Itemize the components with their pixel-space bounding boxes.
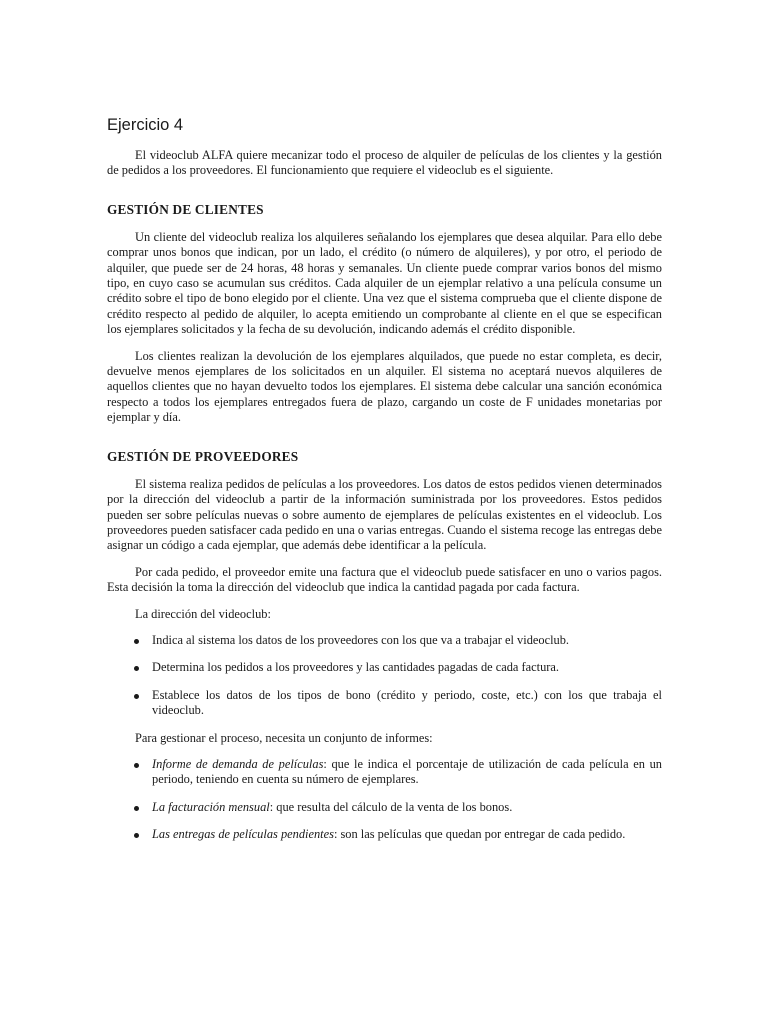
- informe-term: Las entregas de películas pendientes: [152, 827, 334, 842]
- exercise-title: Ejercicio 4: [107, 116, 184, 134]
- bullet-icon: [134, 833, 139, 838]
- informe-term: La facturación mensual: [152, 799, 270, 814]
- bullet-icon: [134, 666, 139, 671]
- section-heading-proveedores: GESTIÓN DE PROVEEDORES: [107, 448, 299, 464]
- informe-term: Informe de demanda de películas: [152, 756, 324, 771]
- bullet-icon: [134, 694, 139, 699]
- proveedores-paragraph-1: El sistema realiza pedidos de películas a los proveedores. Los datos de estos pedidos vienen determinados por la dirección del videoclub a partir de la información suministrada por los proveedores. Estos pedidos pueden ser sobre películas nuevas o sobre aumento de ejemplares de películas existentes en el videoclub. Los proveedores pueden satisfacer cada pedido en una o varias entregas. Cuando el sistema recoge las entregas debe asignar un código a cada ejemplar, que además debe identificar a la película.: [107, 476, 662, 553]
- bullet-icon: [134, 639, 139, 644]
- informe-desc: : que le indica el porcentaje de utilización de cada película en un periodo, teniendo en cuenta su número de ejemplares.: [152, 756, 662, 787]
- informe-desc: : son las películas que quedan por entregar de cada pedido.: [333, 827, 626, 842]
- list-item: Establece los datos de los tipos de bono (crédito y periodo, coste, etc.) con los que trabaja el videoclub.: [152, 688, 662, 719]
- informes-label: Para gestionar el proceso, necesita un conjunto de informes:: [135, 730, 433, 745]
- bullet-icon: [134, 806, 139, 811]
- list-item: Indica al sistema los datos de los proveedores con los que va a trabajar el videoclub.: [152, 633, 662, 648]
- list-item: Determina los pedidos a los proveedores y las cantidades pagadas de cada factura.: [152, 660, 662, 675]
- clientes-paragraph-2: Los clientes realizan la devolución de los ejemplares alquilados, que puede no estar completa, es decir, devuelve menos ejemplares de los solicitados en un alquiler. El sistema no aceptará nuevos alquileres de aquellos clientes que no hayan devuelto todos los ejemplares. El sistema debe calcular una sanción económica respecto a todos los ejemplares entregados fuera de plazo, cargando un coste de F unidades monetarias por ejemplar y día.: [107, 348, 662, 425]
- intro-paragraph: El videoclub ALFA quiere mecanizar todo el proceso de alquiler de películas de los clientes y la gestión de pedidos a los proveedores. El funcionamiento que requiere el videoclub es el siguiente.: [107, 148, 662, 178]
- informe-desc: : que resulta del cálculo de la venta de los bonos.: [269, 799, 513, 814]
- bullet-icon: [134, 763, 139, 768]
- clientes-paragraph-1: Un cliente del videoclub realiza los alquileres señalando los ejemplares que desea alquilar. Para ello debe comprar unos bonos que indican, por un lado, el crédito (o número de alquileres), y por otro, el periodo de alquiler, que puede ser de 24 horas, 48 horas y semanales. Un cliente puede comprar varios bonos del mismo tipo, en cuyo caso se acumulan sus créditos. Cada alquiler de un ejemplar relativo a una película consume un crédito sobre el tipo de bono elegido por el cliente. Una vez que el sistema comprueba que el cliente dispone de crédito respecto al pedido de alquiler, lo acepta emitiendo un comprobante al cliente en el que se especifican los ejemplares solicitados y la fecha de su devolución, indicando además el crédito disponible.: [107, 229, 662, 337]
- informes-list: [107, 757, 662, 843]
- list-item: [152, 800, 662, 815]
- list-item: [152, 827, 662, 842]
- direccion-label: La dirección del videoclub:: [135, 606, 271, 621]
- list-item: [152, 757, 662, 788]
- section-heading-clientes: GESTIÓN DE CLIENTES: [107, 201, 264, 217]
- document-page: [107, 114, 662, 855]
- proveedores-paragraph-2: Por cada pedido, el proveedor emite una factura que el videoclub puede satisfacer en uno o varios pagos. Esta decisión la toma la dirección del videoclub que indica la cantidad pagada por cada factura.: [107, 564, 662, 595]
- direccion-list: [107, 633, 662, 719]
